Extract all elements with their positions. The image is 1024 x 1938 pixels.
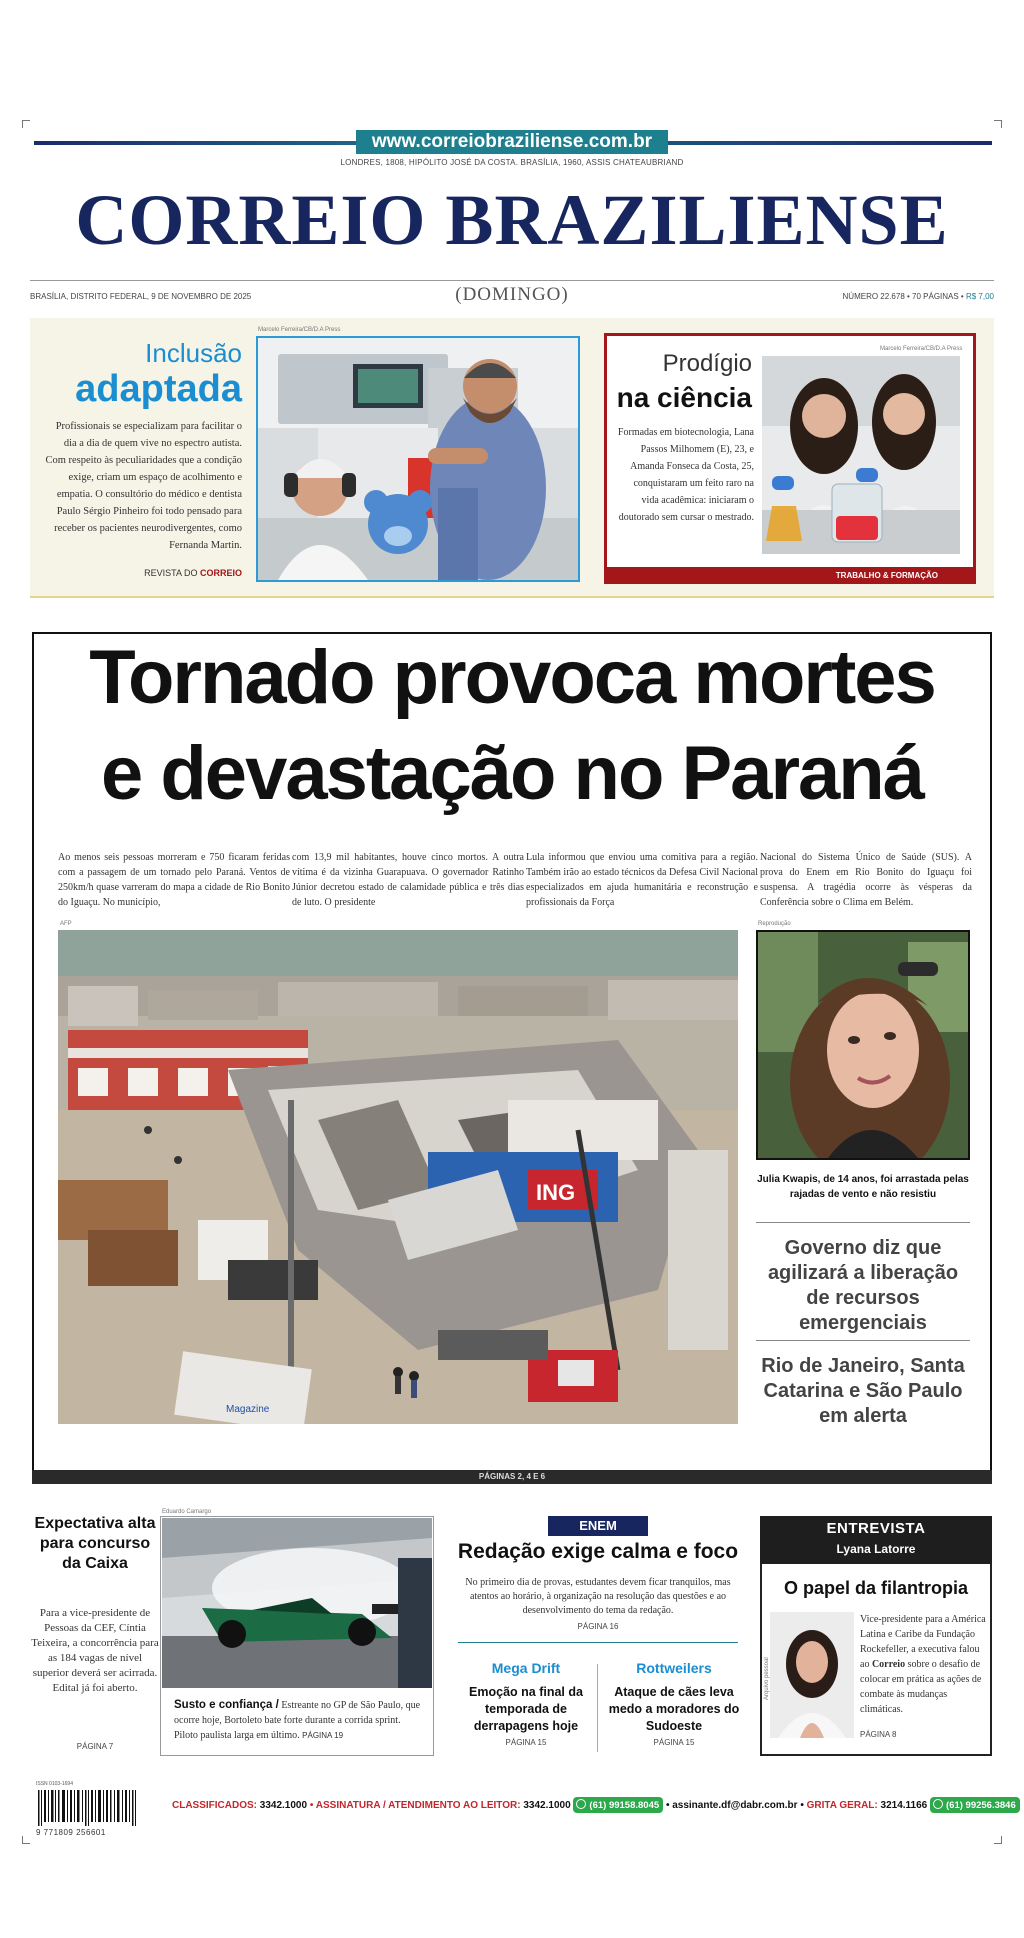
- barcode-number: 9 771809 256601: [36, 1828, 106, 1837]
- enem-headline[interactable]: Redação exige calma e foco: [457, 1540, 739, 1563]
- main-story-pages[interactable]: PÁGINAS 2, 4 E 6: [32, 1470, 992, 1484]
- main-headline[interactable]: [40, 630, 984, 822]
- promo-left-section-name: CORREIO: [199, 568, 242, 578]
- caixa-page: PÁGINA 7: [76, 1742, 114, 1751]
- rottweilers-tag: Rottweilers: [636, 1660, 712, 1676]
- crop-mark: [22, 1836, 30, 1844]
- side-rule: [756, 1340, 970, 1341]
- f1-caption-title: Susto e confiança /: [174, 1699, 279, 1711]
- promo-right-photo[interactable]: [762, 356, 960, 554]
- victim-photo[interactable]: [756, 930, 970, 1160]
- barcode: [36, 1790, 140, 1826]
- promo-right-kicker: Prodígio: [662, 350, 752, 377]
- victim-caption: Julia Kwapis, de 14 anos, foi arrastada pelas rajadas de vento e não resistiu: [757, 1174, 969, 1200]
- f1-caption-page: PÁGINA 19: [302, 1731, 344, 1740]
- interviewee-portrait-illustration: [770, 1612, 854, 1738]
- interview-text-part-2: sobre o desafio de colocar em prática as ações de combate às mudanças climáticas.: [860, 1659, 982, 1715]
- footer-classificados-label: CLASSIFICADOS:: [172, 1800, 257, 1811]
- crop-mark: [22, 120, 30, 128]
- footer-contacts: [172, 1797, 1016, 1813]
- footer-email[interactable]: • assinante.df@dabr.com.br •: [665, 1800, 804, 1811]
- barcode-icon: [36, 1790, 140, 1826]
- footer-whatsapp-1-number: (61) 99158.8045: [589, 1800, 660, 1811]
- f1-caption-text: Estreante no GP de São Paulo, que ocorre hoje, Bortoleto bate forte durante a corrida sprint. Piloto paulista larga em último.: [174, 1700, 421, 1741]
- mini-divider: [597, 1664, 598, 1752]
- masthead-url[interactable]: www.correiobraziliense.com.br: [356, 130, 668, 154]
- footer-assinatura-label: • ASSINATURA / ATENDIMENTO AO LEITOR:: [309, 1800, 521, 1811]
- truck-sign-text: Magazine: [226, 1404, 270, 1415]
- lead-column-1: Ao menos seis pessoas morreram e 750 ficaram feridas com a passagem de um tornado pelo Paraná. Ventos de 250km/h quase varreram do mapa a cidade de Rio Bonito do Iguaçu. No município,: [58, 852, 290, 908]
- interview-tag: ENTREVISTA: [826, 1520, 926, 1537]
- dateline-day: (DOMINGO): [455, 284, 569, 305]
- lab-photo-illustration: [762, 356, 960, 554]
- caixa-text: Para a vice-presidente de Pessoas da CEF, Cíntia Teixeira, a concorrência para as 184 vagas de nível superior deverá ser acirrada. Edital já foi aberto.: [31, 1607, 159, 1694]
- promo-right-photo-credit: Marcelo Ferreira/CB/D.A Press: [880, 346, 963, 352]
- whatsapp-icon: [576, 1799, 586, 1809]
- issn-label: ISSN 0103-1694: [36, 1781, 73, 1787]
- side-photo-credit: Reprodução: [758, 921, 791, 927]
- interview-text: [860, 1612, 986, 1717]
- promo-left-text: Profissionais se especializam para facilitar o dia a dia de quem vive no espectro autista. Com respeito às peculiaridades que a condição exige, criam um espaço de acolhimento e empatia. O consultório do médico e dentista Paulo Sérgio Pinheiro foi todo pensado para receber os pacientes neurodivergentes, como Fernanda Martin.: [45, 421, 242, 551]
- enem-tag: ENEM: [548, 1516, 648, 1536]
- side-rule: [756, 1222, 970, 1223]
- crop-mark: [994, 1836, 1002, 1844]
- f1-photo-credit: Eduardo Camargo: [162, 1509, 212, 1515]
- footer-classificados-phone[interactable]: 3342.1000: [259, 1800, 308, 1811]
- race-car-illustration: [162, 1518, 432, 1688]
- lead-column-4: Nacional do Sistema Único de Saúde (SUS). A prova do Enem em Rio Bonito do Iguaçu foi suspensa. A tragédia ocorre às vésperas da Conferência sobre o Clima em Belém.: [760, 852, 972, 908]
- masthead-tagline: LONDRES, 1808, HIPÓLITO JOSÉ DA COSTA. BRASÍLIA, 1960, ASSIS CHATEAUBRIAND: [340, 158, 684, 167]
- caixa-headline[interactable]: Expectativa alta para concurso da Caixa: [34, 1515, 156, 1572]
- masthead-title: CORREIO BRAZILIENSE: [75, 180, 949, 260]
- main-headline-line-2: e devastação no Paraná: [101, 731, 923, 816]
- promo-left-photo-credit: Marcelo Ferreira/CB/D.A Press: [258, 327, 341, 333]
- dateline-date: BRASÍLIA, DISTRITO FEDERAL, 9 DE NOVEMBRO DE 2025: [30, 292, 252, 301]
- dateline-issue: NÚMERO 22.678 • 70 PÁGINAS •: [842, 292, 964, 301]
- interview-text-brand: Correio: [871, 1659, 906, 1670]
- clinic-photo-illustration: [258, 338, 578, 580]
- mega-drift-page: PÁGINA 15: [505, 1738, 547, 1747]
- f1-photo[interactable]: [162, 1518, 432, 1688]
- interview-text-part-1: Vice-presidente para a América Latina e Caribe da Fundação Rockefeller, a executiva falou ao: [860, 1614, 986, 1670]
- promo-right-text: Formadas em biotecnologia, Lana Passos Milhomem (E), 23, e Amanda Fonseca da Costa, 25, conquistaram um feito raro na vida acadêmica: iniciaram o doutorado sem cursar o mestrado.: [617, 427, 754, 523]
- mega-drift-tag: Mega Drift: [491, 1660, 561, 1676]
- main-photo-credit: AFP: [60, 921, 72, 927]
- interview-headline[interactable]: O papel da filantropia: [783, 1578, 969, 1598]
- store-sign-text: ING: [536, 1180, 576, 1205]
- side-headline-government[interactable]: Governo diz que agilizará a liberação de recursos emergenciais: [767, 1237, 959, 1334]
- promo-left-kicker: Inclusão: [145, 338, 242, 368]
- main-headline-line-1: Tornado provoca mortes: [89, 635, 935, 720]
- interview-photo-credit: Arquivo pessoal: [764, 1657, 770, 1700]
- rottweilers-headline[interactable]: Ataque de cães leva medo a moradores do Sudoeste: [608, 1685, 740, 1733]
- dateline-rule: [30, 280, 994, 281]
- promo-left-photo[interactable]: [256, 336, 580, 582]
- lead-column-3: Lula informou que enviou uma comitiva para a região. Também irão ao estado técnicos da Defesa Civil Nacional especializados em ajuda humanitária e reconstrução e profissionais da Força: [526, 852, 758, 908]
- interview-page: PÁGINA 8: [860, 1730, 897, 1739]
- enem-text: No primeiro dia de provas, estudantes devem ficar tranquilos, mas atentos ao horário, à organização na resolução das questões e ao desenvolvimento do tema da redação.: [465, 1577, 731, 1616]
- side-headline-alert[interactable]: Rio de Janeiro, Santa Catarina e São Paulo em alerta: [761, 1355, 965, 1427]
- f1-caption: [174, 1698, 426, 1743]
- lead-column-2: com 13,9 mil habitantes, houve cinco mortos. A outra vítima é da vizinha Guarapuava. O governador Ratinho Júnior decretou estado de calamidade pública e três dias de luto. O presidente: [292, 852, 524, 908]
- portrait-illustration: [758, 932, 968, 1158]
- promo-strip-rule: [30, 596, 994, 598]
- footer-grita-phone[interactable]: 3214.1166: [880, 1800, 928, 1811]
- tornado-damage-illustration: [58, 930, 738, 1424]
- whatsapp-icon: [933, 1799, 943, 1809]
- crop-mark: [994, 120, 1002, 128]
- main-photo[interactable]: [58, 930, 738, 1424]
- interview-header: [760, 1516, 992, 1564]
- enem-rule: [458, 1642, 738, 1643]
- mega-drift-headline[interactable]: Emoção na final da temporada de derrapagens hoje: [469, 1685, 583, 1733]
- enem-page: PÁGINA 16: [577, 1622, 619, 1631]
- footer-whatsapp-2[interactable]: [930, 1797, 1020, 1813]
- footer-assinatura-phone[interactable]: 3342.1000: [523, 1800, 571, 1811]
- promo-left-headline[interactable]: adaptada: [75, 368, 242, 410]
- footer-whatsapp-1[interactable]: [573, 1797, 663, 1813]
- promo-right-headline[interactable]: na ciência: [616, 382, 752, 413]
- interview-name: Lyana Latorre: [836, 1542, 916, 1556]
- promo-left-section-prefix: REVISTA DO: [144, 568, 198, 578]
- dateline-info: [780, 292, 994, 301]
- footer-whatsapp-2-number: (61) 99256.3846: [946, 1800, 1016, 1811]
- footer-grita-label: GRITA GERAL:: [806, 1800, 878, 1811]
- dateline-price: R$ 7,00: [965, 292, 994, 301]
- rottweilers-page: PÁGINA 15: [653, 1738, 695, 1747]
- promo-left-section: [44, 568, 242, 578]
- promo-right-section: TRABALHO & FORMAÇÃO: [604, 567, 976, 584]
- interview-photo[interactable]: [770, 1612, 854, 1738]
